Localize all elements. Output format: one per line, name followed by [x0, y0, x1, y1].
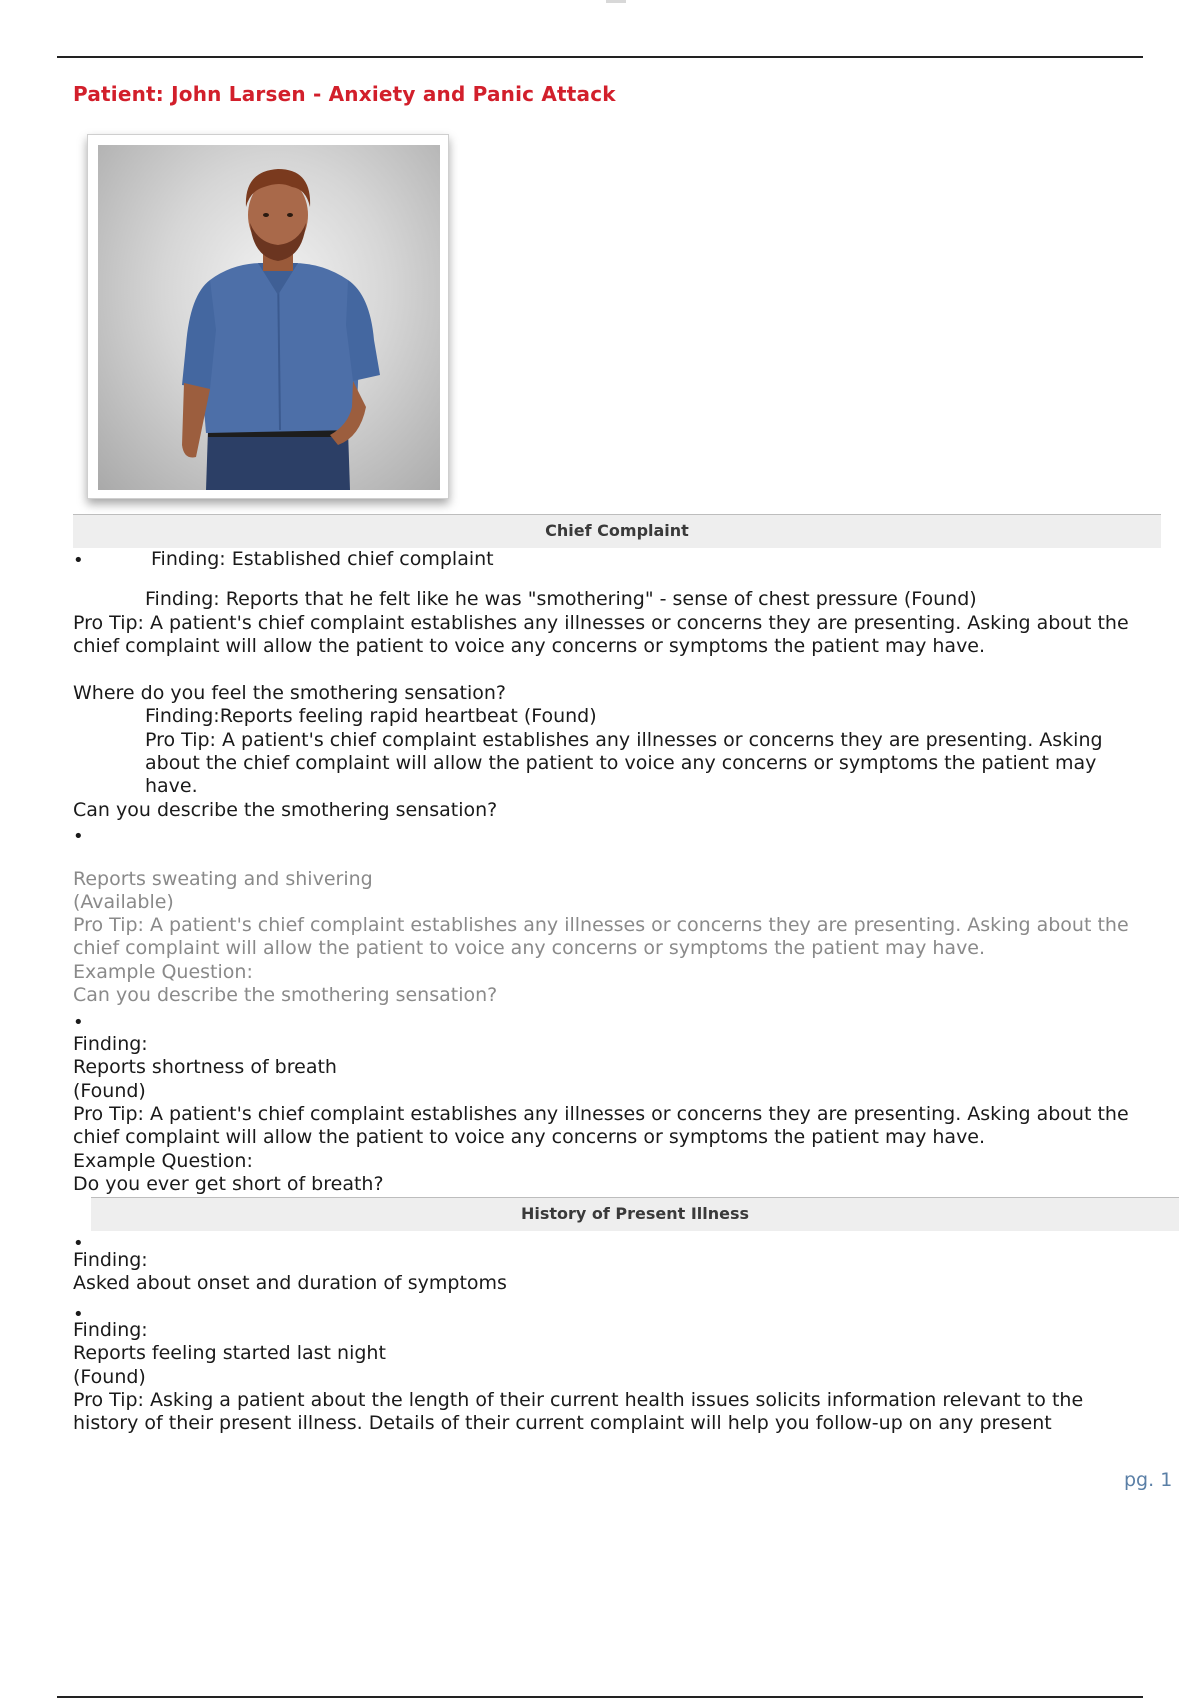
hpi-protip: Pro Tip: Asking a patient about the length of their current health issues solicits information relevant to the history of their present illness. Details of their current complaint will help you follow-up on any present: [73, 1389, 1084, 1434]
cc-example-label: Example Question:: [73, 1150, 253, 1172]
bullet: •: [73, 1233, 84, 1254]
bullet: •: [73, 1012, 84, 1033]
cc-available-example-label: Example Question:: [73, 961, 253, 983]
cc-available-status: (Available): [73, 891, 174, 913]
section-header-chief-complaint: Chief Complaint: [73, 514, 1161, 548]
page-number: pg. 1: [1124, 1469, 1173, 1491]
bullet: •: [73, 1304, 84, 1325]
cc-protip-3: Pro Tip: A patient's chief complaint establishes any illnesses or concerns they are presenting. Asking about the chief complaint will allow the patient to voice any concerns or symptoms the patient may have.: [73, 1103, 1129, 1148]
cc-finding-breath-status: (Found): [73, 1080, 146, 1102]
cc-finding-breath: Reports shortness of breath: [73, 1056, 337, 1078]
cc-protip-2: Pro Tip: A patient's chief complaint establishes any illnesses or concerns they are presenting. Asking about the chief complaint will allow the patient to voice any concerns or symptoms the patient may have.: [145, 729, 1103, 797]
cc-available-example: Can you describe the smothering sensation?: [73, 984, 498, 1006]
hpi-finding-label: Finding:: [73, 1249, 148, 1271]
page-top-mark: [606, 0, 626, 3]
bullet: •: [73, 826, 84, 847]
cc-finding-label: Finding:: [73, 1033, 148, 1055]
hpi-finding-status: (Found): [73, 1366, 146, 1388]
cc-question-describe: Can you describe the smothering sensation?: [73, 799, 498, 821]
cc-finding-smothering: Finding: Reports that he felt like he was "smothering" - sense of chest pressure (Found): [145, 588, 977, 610]
cc-finding-heartbeat: Finding:Reports feeling rapid heartbeat (Found): [145, 705, 597, 727]
patient-photo-frame: [87, 134, 449, 499]
hpi-finding-onset: Asked about onset and duration of symptoms: [73, 1272, 507, 1294]
cc-protip-1: Pro Tip: A patient's chief complaint establishes any illnesses or concerns they are presenting. Asking about the chief complaint will allow the patient to voice any concerns or symptoms the patient may have.: [73, 612, 1129, 657]
hpi-finding-label: Finding:: [73, 1319, 148, 1341]
footer-divider: [57, 1696, 1143, 1698]
hpi-finding-last-night: Reports feeling started last night: [73, 1342, 386, 1364]
section-header-hpi: History of Present Illness: [91, 1197, 1179, 1231]
bullet: •: [73, 550, 84, 571]
page-title: Patient: John Larsen - Anxiety and Panic Attack: [73, 82, 616, 106]
cc-available-finding: Reports sweating and shivering: [73, 868, 373, 890]
patient-avatar-illustration: [98, 145, 440, 490]
patient-photo: [98, 145, 440, 490]
cc-question-where: Where do you feel the smothering sensation?: [73, 682, 507, 704]
cc-example-question: Do you ever get short of breath?: [73, 1173, 384, 1195]
cc-finding-established: Finding: Established chief complaint: [151, 548, 494, 570]
header-divider: [57, 56, 1143, 58]
cc-available-protip: Pro Tip: A patient's chief complaint establishes any illnesses or concerns they are presenting. Asking about the chief complaint will allow the patient to voice any concerns or symptoms the patient may have.: [73, 914, 1129, 959]
